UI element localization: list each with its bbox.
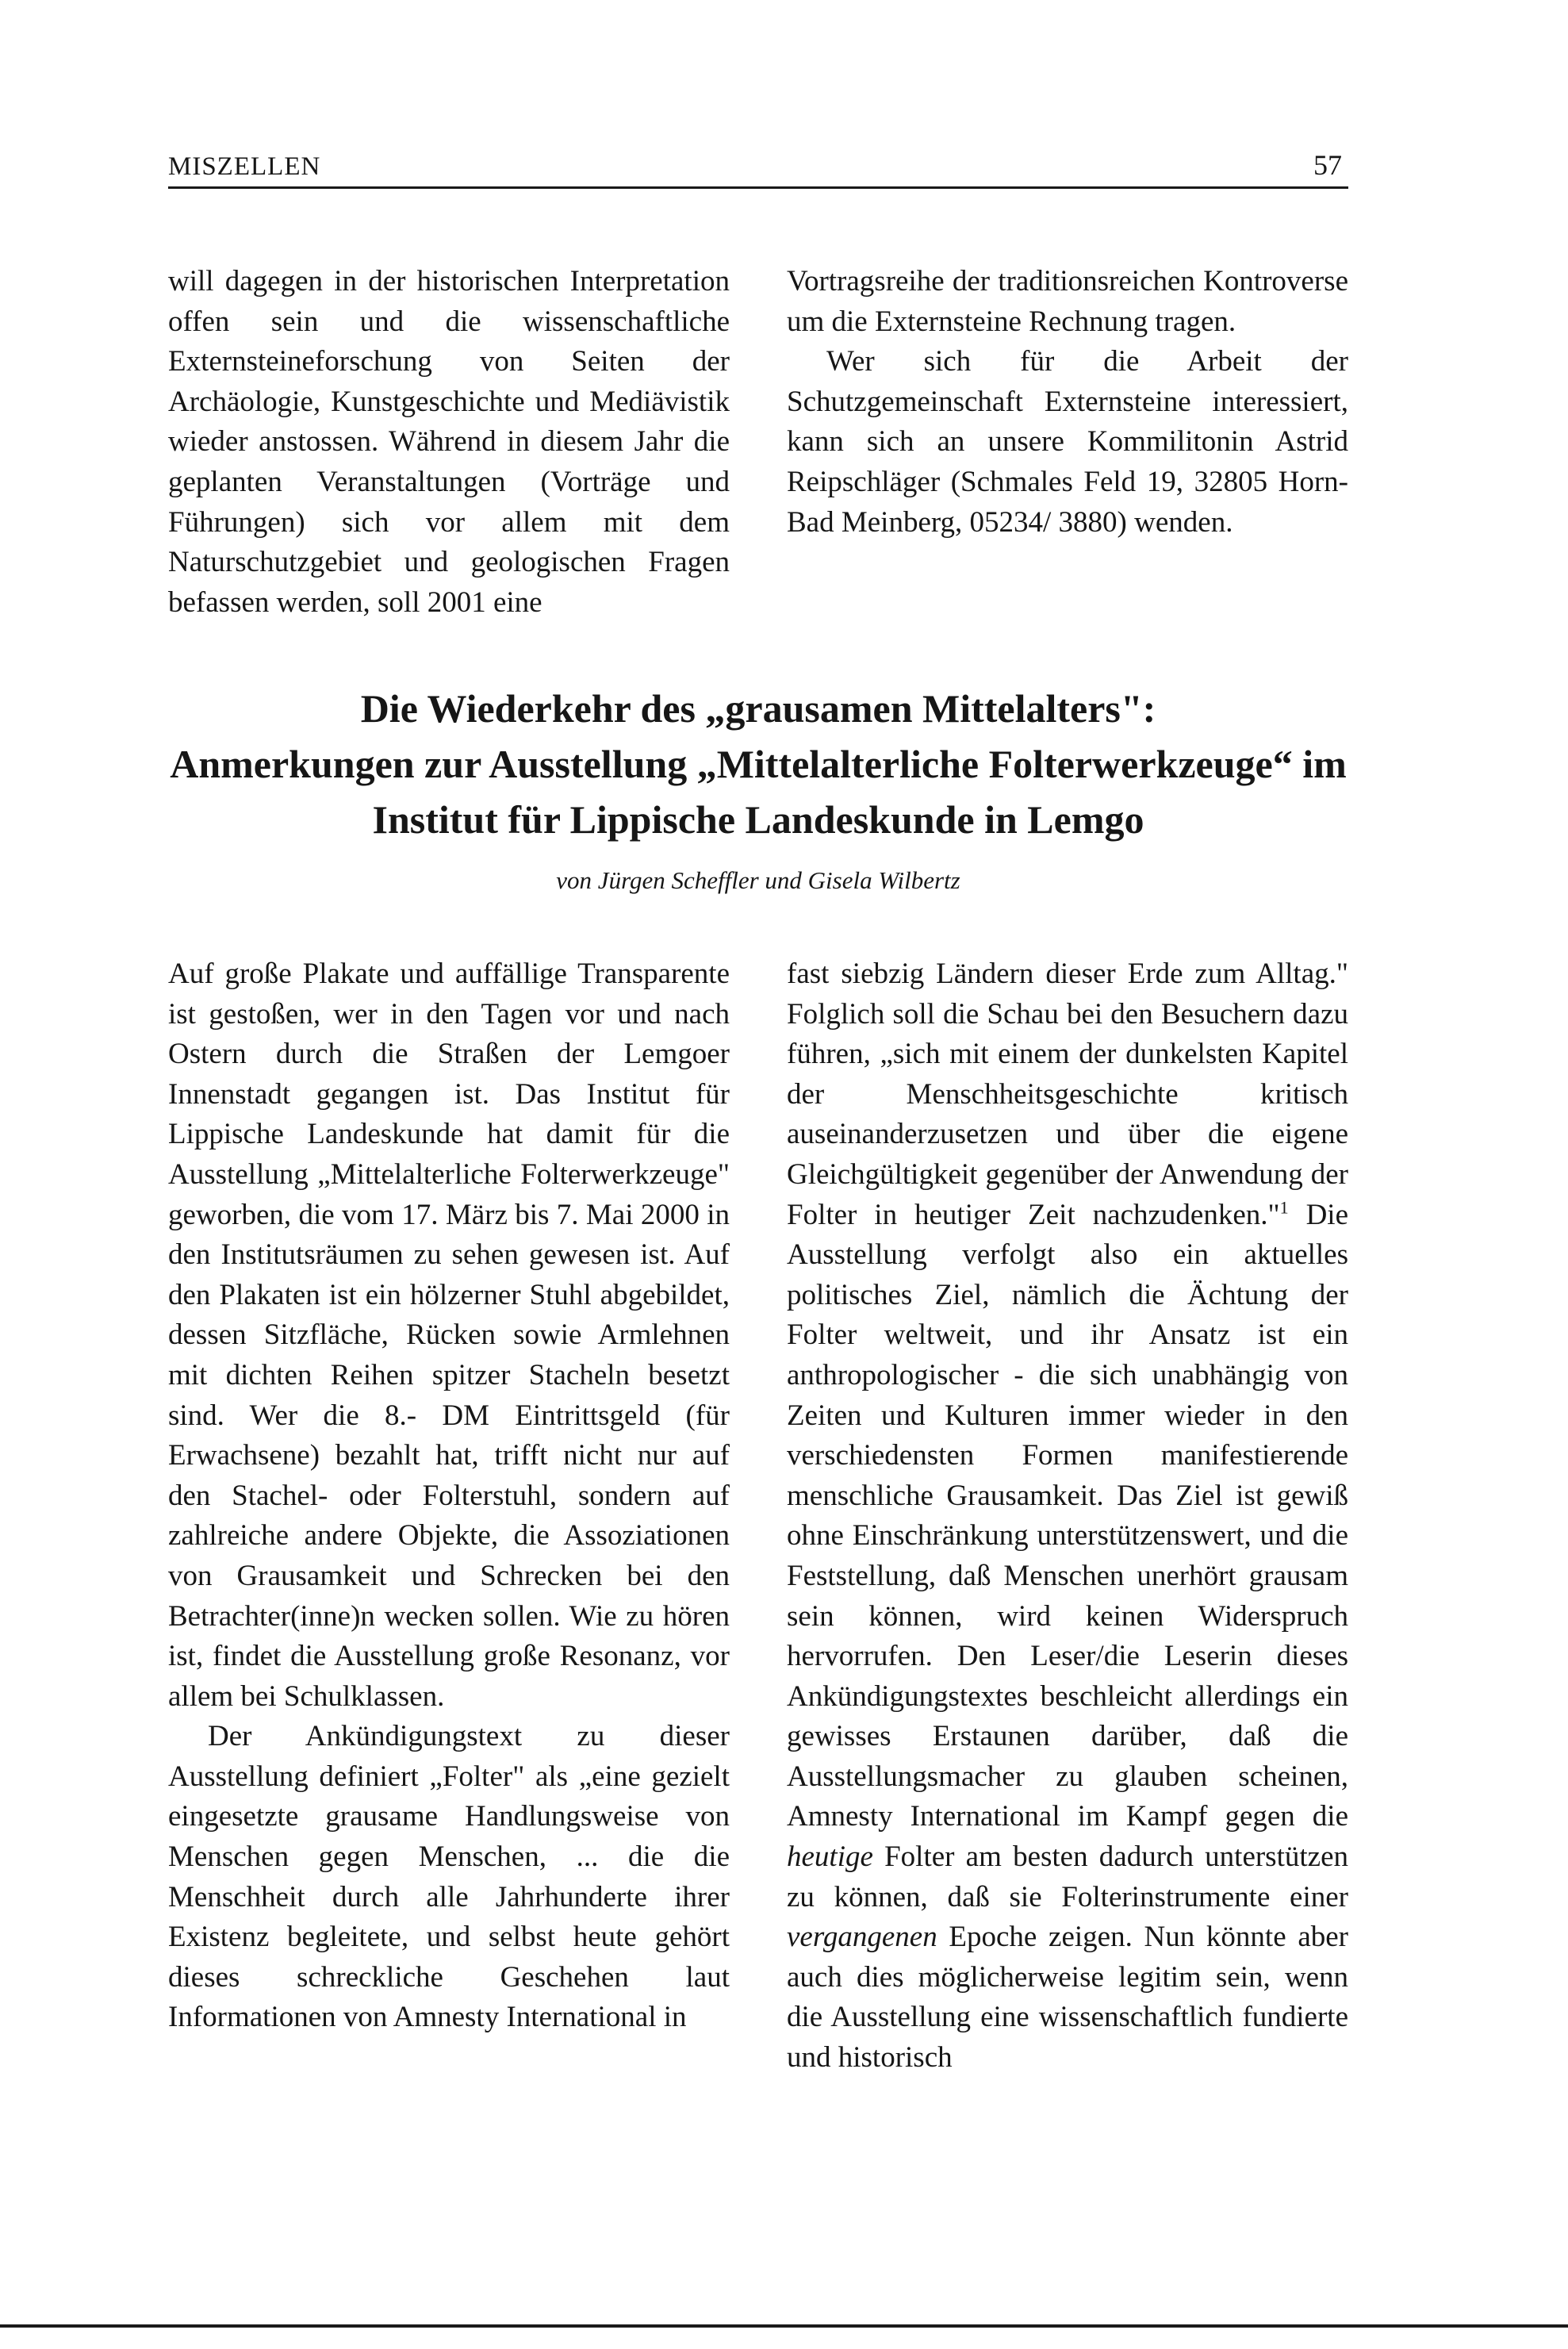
bottom-rule bbox=[0, 2324, 1568, 2328]
text-run: fast siebzig Ländern dieser Erde zum Alltag." Folglich soll die Schau bei den Besuchern dazu führen, „sich mit einem der dunkelsten Kapitel der Menschheitsgeschichte kritisch auseinanderzusetzen und über die eigene Gleichgültigkeit gegenüber der Anwendung der Folter in heutiger Zeit nachzudenken." bbox=[787, 958, 1348, 1231]
emphasis-heutige: heutige bbox=[787, 1840, 873, 1874]
running-header bbox=[168, 147, 1348, 189]
running-head-title: MISZELLEN bbox=[168, 152, 321, 181]
continued-paragraph-end: Vortragsreihe der traditionsreichen Kontroverse um die Externsteine Rechnung tragen. bbox=[787, 265, 1348, 338]
article-paragraph-2: Der Ankündigungstext zu dieser Ausstellung definiert „Folter" als „eine gezielt eingesetzte grausame Handlungsweise von Menschen gegen Menschen, ... die die Menschheit durch alle Jahrhunderte ihrer Existenz begleitete, und selbst heute gehört dieses schreckliche Geschehen laut Informationen von Amnesty International in bbox=[168, 1720, 730, 2034]
article-title-line-1: Die Wiederkehr des „grausamen Mittelalters": bbox=[360, 686, 1156, 731]
contact-paragraph: Wer sich für die Arbeit der Schutzgemeinschaft Externsteine interessiert, kann sich an unsere Kommilitonin Astrid Reipschläger (Schmales Feld 19, 32805 Horn-Bad Meinberg, 05234/ 3880) wenden. bbox=[787, 345, 1348, 539]
emphasis-vergangenen: vergangenen bbox=[787, 1921, 937, 1954]
text-run: Die Ausstellung verfolgt also ein aktuelles politisches Ziel, nämlich die Ächtung der Folter weltweit, und ihr Ansatz ist ein anthropologischer - die sich unabhängig von Zeiten und Kulturen immer wieder in den verschiedensten Formen manifestierende menschliche Grausamkeit. Das Ziel ist gewiß ohne Einschränkung unterstützenswert, und die Feststellung, daß Menschen unerhört grausam sein können, wird keinen Widerspruch hervorrufen. Den Leser/die Leserin dieses Ankündigungstextes beschleicht allerdings ein gewisses Erstaunen darüber, daß die Ausstellungsmacher zu glauben scheinen, Amnesty International im Kampf gegen die bbox=[787, 1198, 1348, 1833]
text-run: Epoche zeigen. Nun könnte aber auch dies möglicherweise legitim sein, wenn die Ausstellung eine wissenschaftlich fundierte und historisch bbox=[787, 1921, 1348, 2075]
article-byline: von Jürgen Scheffler und Gisela Wilbertz bbox=[556, 866, 960, 894]
article-paragraph-continued bbox=[787, 954, 1348, 2078]
text-run: Folter am besten dadurch unterstützen zu können, daß sie Folterinstrumente einer bbox=[787, 1840, 1348, 1913]
article-title-line-3: Institut für Lippische Landeskunde in Lemgo bbox=[372, 797, 1144, 842]
article-right-column bbox=[787, 954, 1348, 2078]
footnote-marker: 1 bbox=[1279, 1197, 1289, 1218]
top-left-column bbox=[168, 262, 730, 623]
top-right-column bbox=[787, 262, 1348, 543]
continued-paragraph: will dagegen in der historischen Interpretation offen sein und die wissenschaftliche Externsteineforschung von Seiten der Archäologie, Kunstgeschichte und Mediävistik wieder anstossen. Während in diesem Jahr die geplanten Veranstaltungen (Vorträge und Führungen) sich vor allem mit dem Naturschutzgebiet und geologischen Fragen befassen werden, soll 2001 eine bbox=[168, 265, 730, 619]
article-title-line-2: Anmerkungen zur Ausstellung „Mittelalterliche Folterwerkzeuge“ im bbox=[170, 742, 1347, 786]
article-left-column bbox=[168, 954, 730, 2038]
article-paragraph-1: Auf große Plakate und auffällige Transparente ist gestoßen, wer in den Tagen vor und nach Ostern durch die Straßen der Lemgoer Innenstadt gegangen ist. Das Institut für Lippische Landeskunde hat damit für die Ausstellung „Mittelalterliche Folterwerkzeuge" geworben, die vom 17. März bis 7. Mai 2000 in den Institutsräumen zu sehen gewesen ist. Auf den Plakaten ist ein hölzerner Stuhl abgebildet, dessen Sitzfläche, Rücken sowie Armlehnen mit dichten Reihen spitzer Stacheln besetzt sind. Wer die 8.- DM Eintrittsgeld (für Erwachsene) bezahlt hat, trifft nicht nur auf den Stachel- oder Folterstuhl, sondern auf zahlreiche andere Objekte, die Assoziationen von Grausamkeit und Schrecken bei den Betrachter(inne)n wecken sollen. Wie zu hören ist, findet die Ausstellung große Resonanz, vor allem bei Schulklassen. bbox=[168, 958, 730, 1713]
article-title bbox=[168, 681, 1348, 847]
page-number: 57 bbox=[1313, 149, 1342, 181]
